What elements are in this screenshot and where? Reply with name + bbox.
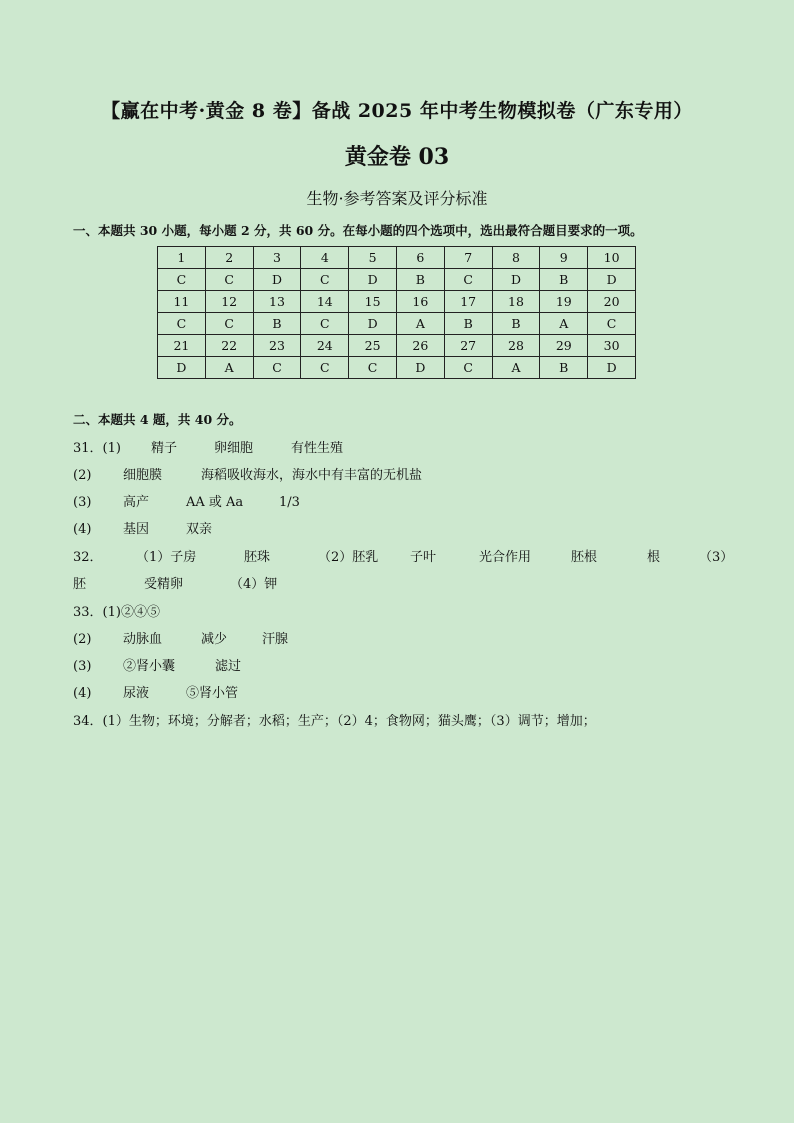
answer-cell: C — [349, 357, 397, 379]
paper-subtitle: 黄金卷 03 — [344, 144, 450, 170]
q31-4-answer-a: 基因 — [123, 522, 150, 537]
answer-row — [158, 269, 636, 291]
question-number-cell: 16 — [396, 291, 444, 313]
question-number-cell: 5 — [349, 247, 397, 269]
answer-cell: C — [444, 269, 492, 291]
question-number-cell: 26 — [396, 335, 444, 357]
question-number-cell: 1 — [158, 247, 206, 269]
q31-answer-c: 有性生殖 — [291, 441, 344, 456]
answer-cell: D — [588, 269, 636, 291]
question-number-row — [158, 291, 636, 313]
question-number-cell: 23 — [253, 335, 301, 357]
section-two-instructions: 二、本题共 4 题，共 40 分。 — [73, 412, 242, 427]
answer-cell: A — [205, 357, 253, 379]
question-number-cell: 17 — [444, 291, 492, 313]
answer-cell: C — [444, 357, 492, 379]
answer-cell: C — [301, 357, 349, 379]
answer-table — [157, 246, 636, 379]
q33-4-answer-a: 尿液 — [123, 686, 150, 701]
answer-cell: D — [349, 269, 397, 291]
q31-3-answer-c: 1/3 — [279, 495, 300, 510]
answer-cell: C — [301, 269, 349, 291]
answer-cell: A — [492, 357, 540, 379]
answer-cell: B — [396, 269, 444, 291]
answer-key-heading: 生物·参考答案及评分标准 — [306, 189, 488, 208]
question-number-cell: 13 — [253, 291, 301, 313]
q32-answer-f: 胚根 — [571, 550, 598, 565]
q32-answer-d: 子叶 — [410, 550, 437, 565]
q31-4-answer-b: 双亲 — [186, 522, 213, 537]
question-number-cell: 4 — [301, 247, 349, 269]
q31-answer-a: 精子 — [151, 441, 178, 456]
question-number-cell: 15 — [349, 291, 397, 313]
q33-number: 33．(1)②④⑤ — [73, 605, 160, 620]
question-number-cell: 7 — [444, 247, 492, 269]
question-number-cell: 18 — [492, 291, 540, 313]
q31-3-answer-a: 高产 — [123, 495, 150, 510]
answer-cell: A — [396, 313, 444, 335]
answer-cell: C — [301, 313, 349, 335]
q32-number: 32． — [73, 550, 103, 565]
q31-4-number: (4) — [73, 522, 92, 537]
answer-row — [158, 313, 636, 335]
question-number-cell: 22 — [205, 335, 253, 357]
question-number-cell: 30 — [588, 335, 636, 357]
answer-cell: C — [205, 313, 253, 335]
answer-cell: C — [158, 269, 206, 291]
q31-line-4 — [73, 518, 212, 537]
q33-3-answer-a: ②肾小囊 — [123, 659, 176, 674]
q32-2-answer-b: 受精卵 — [144, 577, 184, 592]
q33-2-answer-a: 动脉血 — [123, 632, 163, 647]
answer-cell: C — [205, 269, 253, 291]
q33-4-answer-b: ⑤肾小管 — [186, 686, 239, 701]
q33-3-answer-b: 滤过 — [215, 659, 242, 674]
q32-answer-b: 胚珠 — [244, 550, 271, 565]
q31-answer-b: 卵细胞 — [214, 441, 254, 456]
answer-cell: B — [540, 357, 588, 379]
question-number-cell: 8 — [492, 247, 540, 269]
q31-2-answer-a: 细胞膜 — [123, 468, 163, 483]
answer-cell: C — [253, 357, 301, 379]
q33-2-answer-b: 减少 — [201, 632, 228, 647]
answer-cell: C — [588, 313, 636, 335]
question-number-cell: 24 — [301, 335, 349, 357]
question-number-cell: 29 — [540, 335, 588, 357]
question-number-cell: 2 — [205, 247, 253, 269]
q31-3-number: (3) — [73, 495, 92, 510]
question-number-cell: 20 — [588, 291, 636, 313]
answer-cell: D — [158, 357, 206, 379]
q32-2-answer-a: 胚 — [73, 577, 87, 592]
q31-line-3 — [73, 491, 300, 510]
answer-cell: D — [588, 357, 636, 379]
question-number-cell: 19 — [540, 291, 588, 313]
q31-line-2 — [73, 464, 422, 483]
q32-2-answer-c: （4）钾 — [230, 577, 278, 592]
q32-line-2 — [73, 573, 277, 592]
question-number-cell: 11 — [158, 291, 206, 313]
answer-cell: D — [492, 269, 540, 291]
question-number-cell: 9 — [540, 247, 588, 269]
q32-line-1 — [73, 546, 733, 565]
question-number-cell: 14 — [301, 291, 349, 313]
answer-cell: C — [158, 313, 206, 335]
answer-cell: B — [253, 313, 301, 335]
section-one-instructions: 一、本题共 30 小题，每小题 2 分，共 60 分。在每小题的四个选项中，选出最符合题目要求的一项。 — [73, 223, 643, 238]
q32-answer-c: （2）胚乳 — [318, 550, 379, 565]
document-title: 【赢在中考·黄金 8 卷】备战 2025 年中考生物模拟卷（广东专用） — [101, 100, 693, 122]
q31-3-answer-b: AA 或 Aa — [186, 495, 244, 510]
question-number-cell: 28 — [492, 335, 540, 357]
q31-2-number: (2) — [73, 468, 92, 483]
q33-4-number: (4) — [73, 686, 92, 701]
question-number-row — [158, 335, 636, 357]
answer-cell: D — [396, 357, 444, 379]
answer-row — [158, 357, 636, 379]
question-number-cell: 21 — [158, 335, 206, 357]
question-number-cell: 3 — [253, 247, 301, 269]
answer-cell: D — [349, 313, 397, 335]
question-number-cell: 10 — [588, 247, 636, 269]
question-number-cell: 12 — [205, 291, 253, 313]
answer-cell: B — [444, 313, 492, 335]
question-number-cell: 27 — [444, 335, 492, 357]
q34-line: 34．(1）生物；环境；分解者；水稻；生产；（2）4；食物网；猫头鹰；（3）调节；增加； — [73, 714, 596, 729]
q31-line-1 — [73, 437, 343, 456]
q33-2-number: (2) — [73, 632, 92, 647]
q33-3-number: (3) — [73, 659, 92, 674]
q32-answer-e: 光合作用 — [479, 550, 532, 565]
q31-2-answer-b: 海稻吸收海水，海水中有丰富的无机盐 — [201, 468, 423, 483]
q32-answer-g: 根 — [647, 550, 661, 565]
q33-2-answer-c: 汗腺 — [262, 632, 289, 647]
q32-answer-h: （3） — [699, 550, 734, 565]
q33-line-3 — [73, 655, 241, 674]
answer-cell: A — [540, 313, 588, 335]
q33-line-4 — [73, 682, 238, 701]
answer-cell: D — [253, 269, 301, 291]
answer-cell: B — [540, 269, 588, 291]
q31-number: 31．(1) — [73, 441, 121, 456]
q33-line-2 — [73, 628, 288, 647]
question-number-cell: 6 — [396, 247, 444, 269]
answer-cell: B — [492, 313, 540, 335]
question-number-row — [158, 247, 636, 269]
q32-answer-a: （1）子房 — [136, 550, 197, 565]
question-number-cell: 25 — [349, 335, 397, 357]
q33-line-1 — [73, 601, 160, 620]
